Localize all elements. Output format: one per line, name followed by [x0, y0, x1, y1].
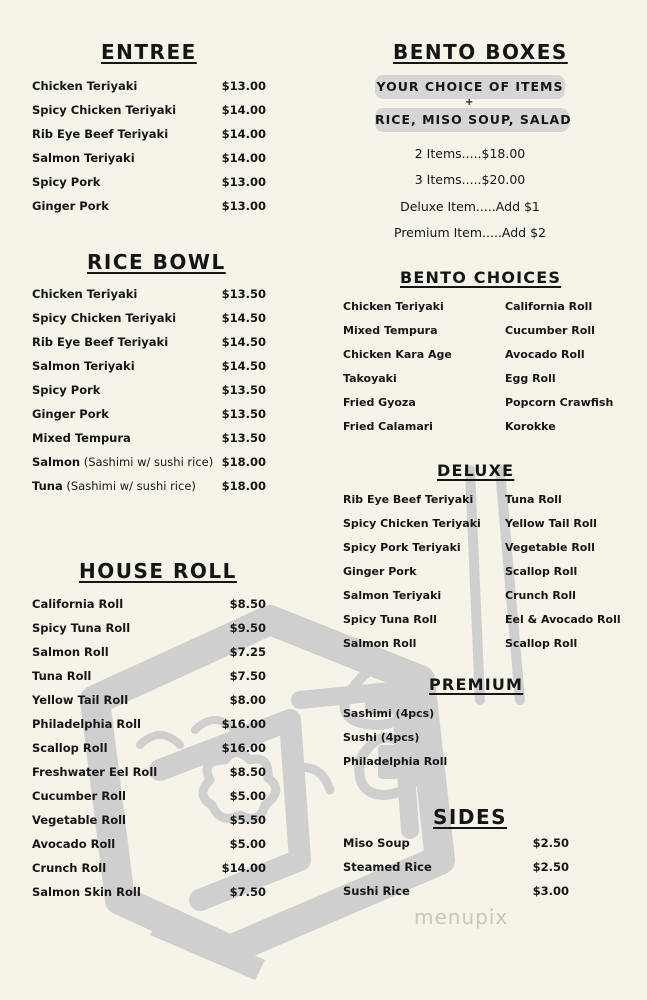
house-roll-item-price: $8.50: [229, 765, 266, 779]
bento-choice-item: Chicken Teriyaki: [343, 299, 444, 313]
bento-choice-item: Egg Roll: [505, 371, 556, 385]
bento-choice-item: Mixed Tempura: [343, 323, 438, 337]
house-roll-item-name: Vegetable Roll: [32, 813, 126, 827]
house-roll-item: [32, 808, 266, 832]
deluxe-item: Vegetable Roll: [505, 540, 595, 554]
house-roll-item: [32, 664, 266, 688]
premium-heading: PREMIUM: [429, 675, 524, 694]
entree-item: [32, 170, 266, 194]
house-roll-item-name: California Roll: [32, 597, 124, 611]
sides-list: [343, 831, 569, 903]
deluxe-item: Crunch Roll: [505, 588, 576, 602]
entree-item-price: $14.00: [221, 127, 266, 141]
house-roll-item-price: $7.25: [229, 645, 266, 659]
sides-item-price: $3.00: [532, 884, 569, 898]
deluxe-item: Salmon Roll: [343, 636, 417, 650]
house-roll-item: [32, 856, 266, 880]
deluxe-item: Spicy Pork Teriyaki: [343, 540, 461, 554]
house-roll-item-name: Salmon Skin Roll: [32, 885, 141, 899]
house-roll-item: [32, 832, 266, 856]
sides-item-price: $2.50: [532, 860, 569, 874]
house-roll-item-name: Avocado Roll: [32, 837, 116, 851]
bento-boxes-heading: BENTO BOXES: [393, 40, 568, 64]
bento-choice-item: Popcorn Crawfish: [505, 395, 614, 409]
bento-choice-item: Korokke: [505, 419, 556, 433]
rice-bowl-item-note: (Sashimi w/ sushi rice): [80, 455, 214, 469]
deluxe-right: [505, 487, 621, 655]
bento-choices-left: [343, 294, 452, 438]
bento-choices-right: [505, 294, 613, 438]
rice-bowl-item-price: $14.50: [221, 335, 266, 349]
bento-price-3-items: 3 Items.....$20.00: [414, 172, 526, 187]
deluxe-left: [343, 487, 481, 655]
entree-item-name: Rib Eye Beef Teriyaki: [32, 127, 169, 141]
house-roll-item: [32, 880, 266, 904]
rice-bowl-item-name: Ginger Pork: [32, 407, 109, 421]
bento-choice-item: Avocado Roll: [505, 347, 585, 361]
entree-item-price: $14.00: [221, 103, 266, 117]
rice-bowl-item-price: $14.50: [221, 311, 266, 325]
house-roll-heading: HOUSE ROLL: [79, 559, 237, 583]
entree-item-name: Chicken Teriyaki: [32, 79, 138, 93]
sides-item-name: Miso Soup: [343, 836, 410, 850]
rice-bowl-item-price: $14.50: [221, 359, 266, 373]
bento-choice-item: Fried Calamari: [343, 419, 433, 433]
house-roll-item: [32, 712, 266, 736]
rice-bowl-item: [32, 378, 266, 402]
house-roll-item: [32, 784, 266, 808]
entree-item-price: $14.00: [221, 151, 266, 165]
premium-item: Sashimi (4pcs): [343, 706, 435, 720]
premium-list: [343, 701, 447, 773]
bento-choice-item: Fried Gyoza: [343, 395, 416, 409]
rice-bowl-item-price: $13.50: [221, 383, 266, 397]
house-roll-item-name: Philadelphia Roll: [32, 717, 141, 731]
entree-item: [32, 74, 266, 98]
entree-item-name: Spicy Pork: [32, 175, 101, 189]
sides-item: [343, 855, 569, 879]
rice-bowl-item: [32, 474, 266, 498]
rice-bowl-heading: RICE BOWL: [87, 250, 226, 274]
rice-bowl-item-name: Spicy Chicken Teriyaki: [32, 311, 177, 325]
entree-item-name: Spicy Chicken Teriyaki: [32, 103, 177, 117]
house-roll-item: [32, 616, 266, 640]
rice-bowl-item-note: (Sashimi w/ sushi rice): [62, 479, 196, 493]
house-roll-item-price: $14.00: [221, 861, 266, 875]
deluxe-item: Eel & Avocado Roll: [505, 612, 621, 626]
rice-bowl-item: [32, 426, 266, 450]
rice-bowl-item: [32, 306, 266, 330]
deluxe-item: Ginger Pork: [343, 564, 417, 578]
bento-pill-includes: RICE, MISO SOUP, SALAD: [375, 108, 569, 132]
entree-item: [32, 146, 266, 170]
deluxe-item: Tuna Roll: [505, 492, 562, 506]
rice-bowl-item-price: $18.00: [221, 479, 266, 493]
house-roll-item-name: Cucumber Roll: [32, 789, 126, 803]
deluxe-item: Yellow Tail Roll: [505, 516, 597, 530]
house-roll-item-price: $5.00: [229, 789, 266, 803]
house-roll-item-name: Freshwater Eel Roll: [32, 765, 158, 779]
house-roll-item-price: $16.00: [221, 717, 266, 731]
house-roll-item-price: $7.50: [229, 669, 266, 683]
rice-bowl-item-name: Salmon (Sashimi w/ sushi rice): [32, 455, 214, 469]
deluxe-item: Spicy Tuna Roll: [343, 612, 437, 626]
rice-bowl-item-price: $13.50: [221, 431, 266, 445]
deluxe-item: Rib Eye Beef Teriyaki: [343, 492, 474, 506]
bento-choice-item: Cucumber Roll: [505, 323, 595, 337]
rice-bowl-item-price: $13.50: [221, 287, 266, 301]
rice-bowl-item-price: $18.00: [221, 455, 266, 469]
rice-bowl-item-name: Spicy Pork: [32, 383, 101, 397]
entree-item-price: $13.00: [221, 199, 266, 213]
house-roll-item-price: $5.00: [229, 837, 266, 851]
rice-bowl-item: [32, 402, 266, 426]
rice-bowl-item-name: Mixed Tempura: [32, 431, 131, 445]
house-roll-item-name: Yellow Tail Roll: [32, 693, 129, 707]
entree-list: [32, 74, 266, 218]
entree-item-name: Salmon Teriyaki: [32, 151, 135, 165]
house-roll-item: [32, 592, 266, 616]
rice-bowl-item-name: Rib Eye Beef Teriyaki: [32, 335, 169, 349]
rice-bowl-item: [32, 354, 266, 378]
entree-heading: ENTREE: [101, 40, 197, 64]
house-roll-item-name: Salmon Roll: [32, 645, 109, 659]
sides-item-name: Steamed Rice: [343, 860, 432, 874]
house-roll-item-price: $7.50: [229, 885, 266, 899]
sides-item-price: $2.50: [532, 836, 569, 850]
premium-item: Philadelphia Roll: [343, 754, 448, 768]
house-roll-item: [32, 640, 266, 664]
entree-item-price: $13.00: [221, 175, 266, 189]
entree-item: [32, 98, 266, 122]
rice-bowl-item: [32, 282, 266, 306]
entree-item: [32, 122, 266, 146]
house-roll-item-name: Crunch Roll: [32, 861, 107, 875]
house-roll-item: [32, 736, 266, 760]
sides-item: [343, 831, 569, 855]
house-roll-item-price: $9.50: [229, 621, 266, 635]
house-roll-item-price: $5.50: [229, 813, 266, 827]
rice-bowl-item-name: Chicken Teriyaki: [32, 287, 138, 301]
bento-price-2-items: 2 Items.....$18.00: [414, 146, 526, 161]
rice-bowl-item: [32, 450, 266, 474]
deluxe-item: Salmon Teriyaki: [343, 588, 442, 602]
house-roll-item-name: Tuna Roll: [32, 669, 92, 683]
house-roll-list: [32, 592, 266, 904]
deluxe-item: Scallop Roll: [505, 564, 578, 578]
deluxe-item: Scallop Roll: [505, 636, 578, 650]
rice-bowl-item-price: $13.50: [221, 407, 266, 421]
house-roll-item-price: $8.50: [229, 597, 266, 611]
rice-bowl-item: [32, 330, 266, 354]
sides-item: [343, 879, 569, 903]
bento-price-deluxe: Deluxe Item.....Add $1: [400, 199, 540, 214]
bento-plus-sign: +: [465, 97, 474, 108]
house-roll-item-price: $8.00: [229, 693, 266, 707]
rice-bowl-item-name: Salmon Teriyaki: [32, 359, 135, 373]
bento-choice-item: Chicken Kara Age: [343, 347, 452, 361]
rice-bowl-item-name: Tuna (Sashimi w/ sushi rice): [32, 479, 196, 493]
bento-choice-item: Takoyaki: [343, 371, 397, 385]
bento-pill-choice: YOUR CHOICE OF ITEMS: [375, 75, 565, 99]
house-roll-item-name: Scallop Roll: [32, 741, 108, 755]
entree-item: [32, 194, 266, 218]
house-roll-item-price: $16.00: [221, 741, 266, 755]
deluxe-heading: DELUXE: [437, 461, 515, 480]
entree-item-price: $13.00: [221, 79, 266, 93]
entree-item-name: Ginger Pork: [32, 199, 109, 213]
sides-heading: SIDES: [433, 805, 508, 829]
house-roll-item-name: Spicy Tuna Roll: [32, 621, 131, 635]
house-roll-item: [32, 688, 266, 712]
menupix-watermark: menupix: [414, 905, 509, 929]
bento-choice-item: California Roll: [505, 299, 593, 313]
premium-item: Sushi (4pcs): [343, 730, 420, 744]
bento-price-premium: Premium Item.....Add $2: [394, 225, 546, 240]
rice-bowl-list: [32, 282, 266, 498]
bento-choices-heading: BENTO CHOICES: [400, 268, 562, 287]
sides-item-name: Sushi Rice: [343, 884, 410, 898]
house-roll-item: [32, 760, 266, 784]
deluxe-item: Spicy Chicken Teriyaki: [343, 516, 481, 530]
